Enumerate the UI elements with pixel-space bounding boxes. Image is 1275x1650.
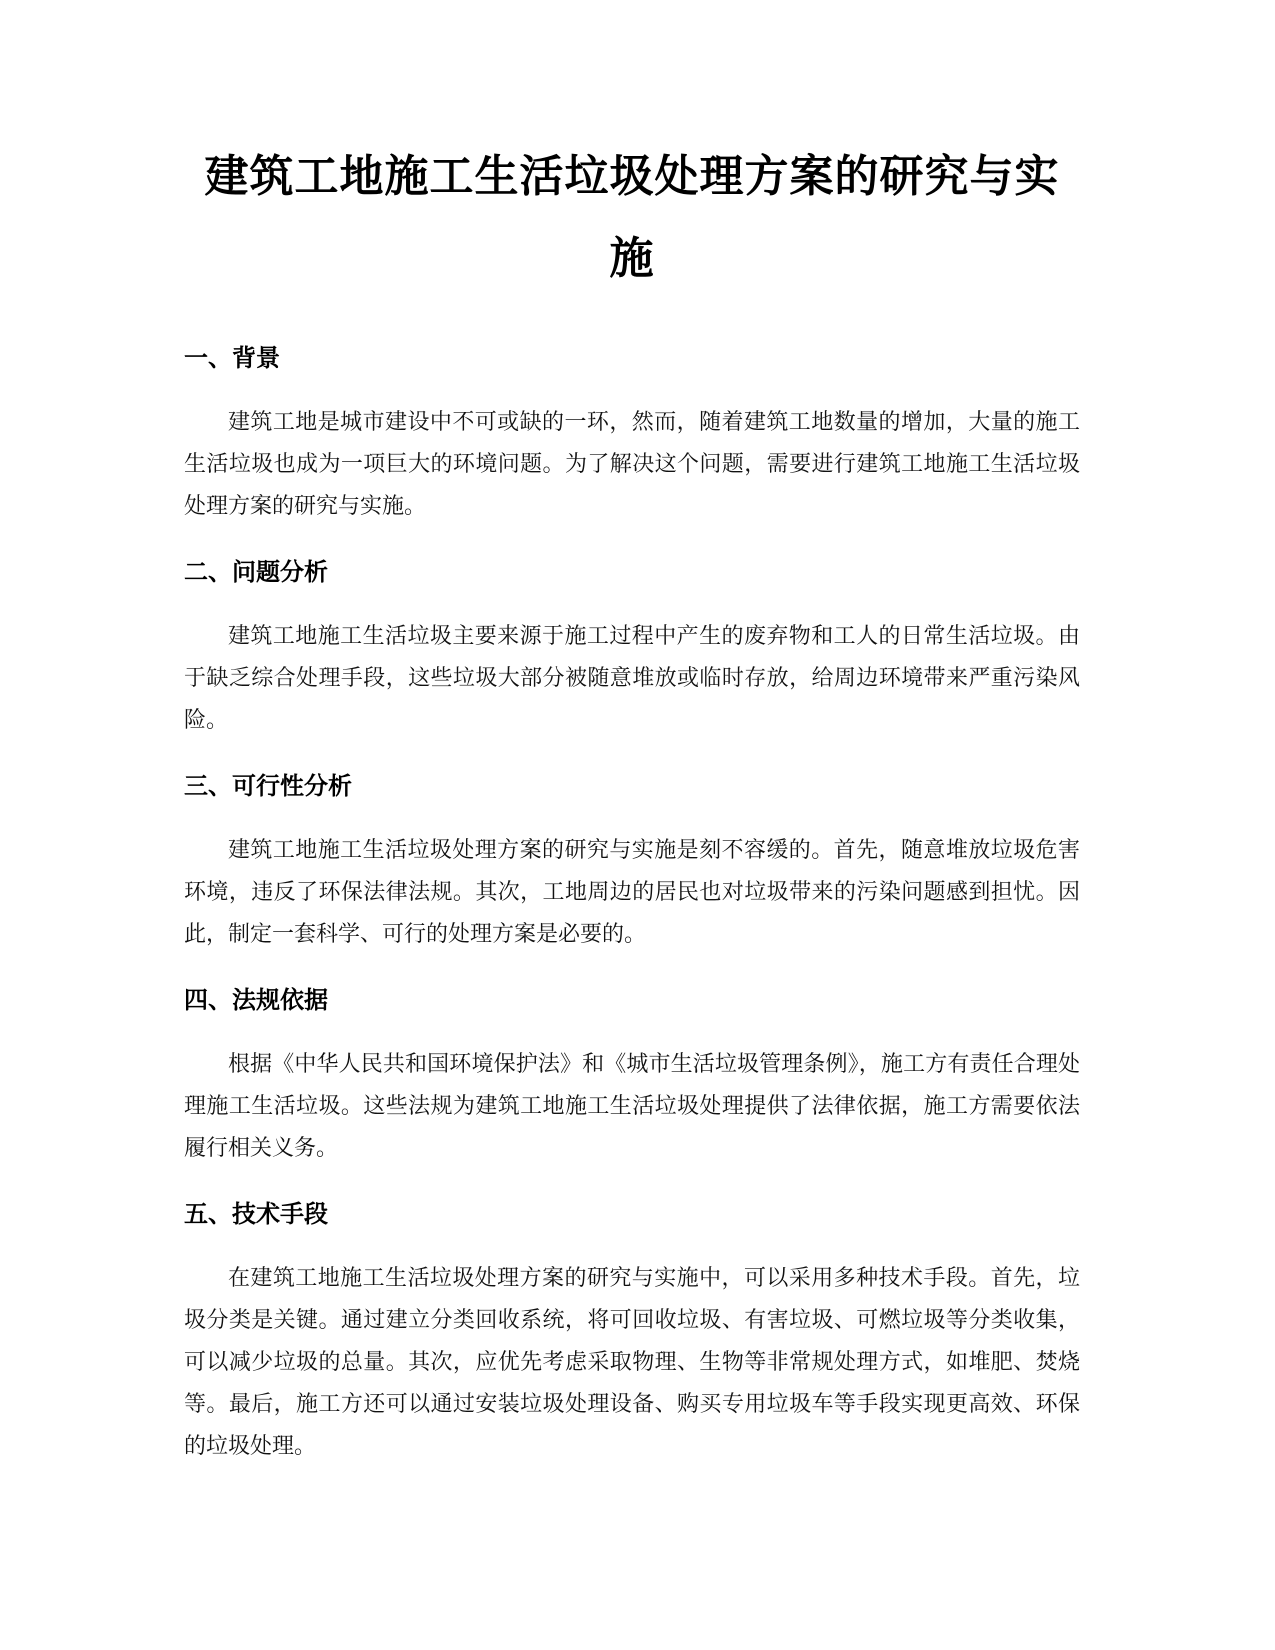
section-paragraph: 建筑工地施工生活垃圾主要来源于施工过程中产生的废弃物和工人的日常生活垃圾。由于缺乏综合处理手段，这些垃圾大部分被随意堆放或临时存放，给周边环境带来严重污染风险。	[184, 624, 1080, 733]
document-page	[184, 0, 1080, 1468]
section-background	[184, 338, 1080, 528]
section-legal-basis	[184, 980, 1080, 1170]
section-heading: 一、背景	[184, 344, 280, 372]
section-paragraph: 在建筑工地施工生活垃圾处理方案的研究与实施中，可以采用多种技术手段。首先，垃圾分类是关键。通过建立分类回收系统，将可回收垃圾、有害垃圾、可燃垃圾等分类收集，可以减少垃圾的总量。其次，应优先考虑采取物理、生物等非常规处理方式，如堆肥、焚烧等。最后，施工方还可以通过安装垃圾处理设备、购买专用垃圾车等手段实现更高效、环保的垃圾处理。	[184, 1266, 1080, 1459]
section-heading: 五、技术手段	[184, 1200, 328, 1228]
section-paragraph: 建筑工地是城市建设中不可或缺的一环，然而，随着建筑工地数量的增加，大量的施工生活垃圾也成为一项巨大的环境问题。为了解决这个问题，需要进行建筑工地施工生活垃圾处理方案的研究与实施。	[184, 410, 1080, 519]
document-title: 建筑工地施工生活垃圾处理方案的研究与实施	[204, 151, 1060, 284]
section-feasibility-analysis	[184, 766, 1080, 956]
section-heading: 四、法规依据	[184, 986, 328, 1014]
section-paragraph: 建筑工地施工生活垃圾处理方案的研究与实施是刻不容缓的。首先，随意堆放垃圾危害环境，违反了环保法律法规。其次，工地周边的居民也对垃圾带来的污染问题感到担忧。因此，制定一套科学、可行的处理方案是必要的。	[184, 838, 1080, 947]
section-technical-means	[184, 1194, 1080, 1468]
section-heading: 二、问题分析	[184, 558, 328, 586]
section-paragraph: 根据《中华人民共和国环境保护法》和《城市生活垃圾管理条例》，施工方有责任合理处理施工生活垃圾。这些法规为建筑工地施工生活垃圾处理提供了法律依据，施工方需要依法履行相关义务。	[184, 1052, 1080, 1161]
section-heading: 三、可行性分析	[184, 772, 352, 800]
section-problem-analysis	[184, 552, 1080, 742]
